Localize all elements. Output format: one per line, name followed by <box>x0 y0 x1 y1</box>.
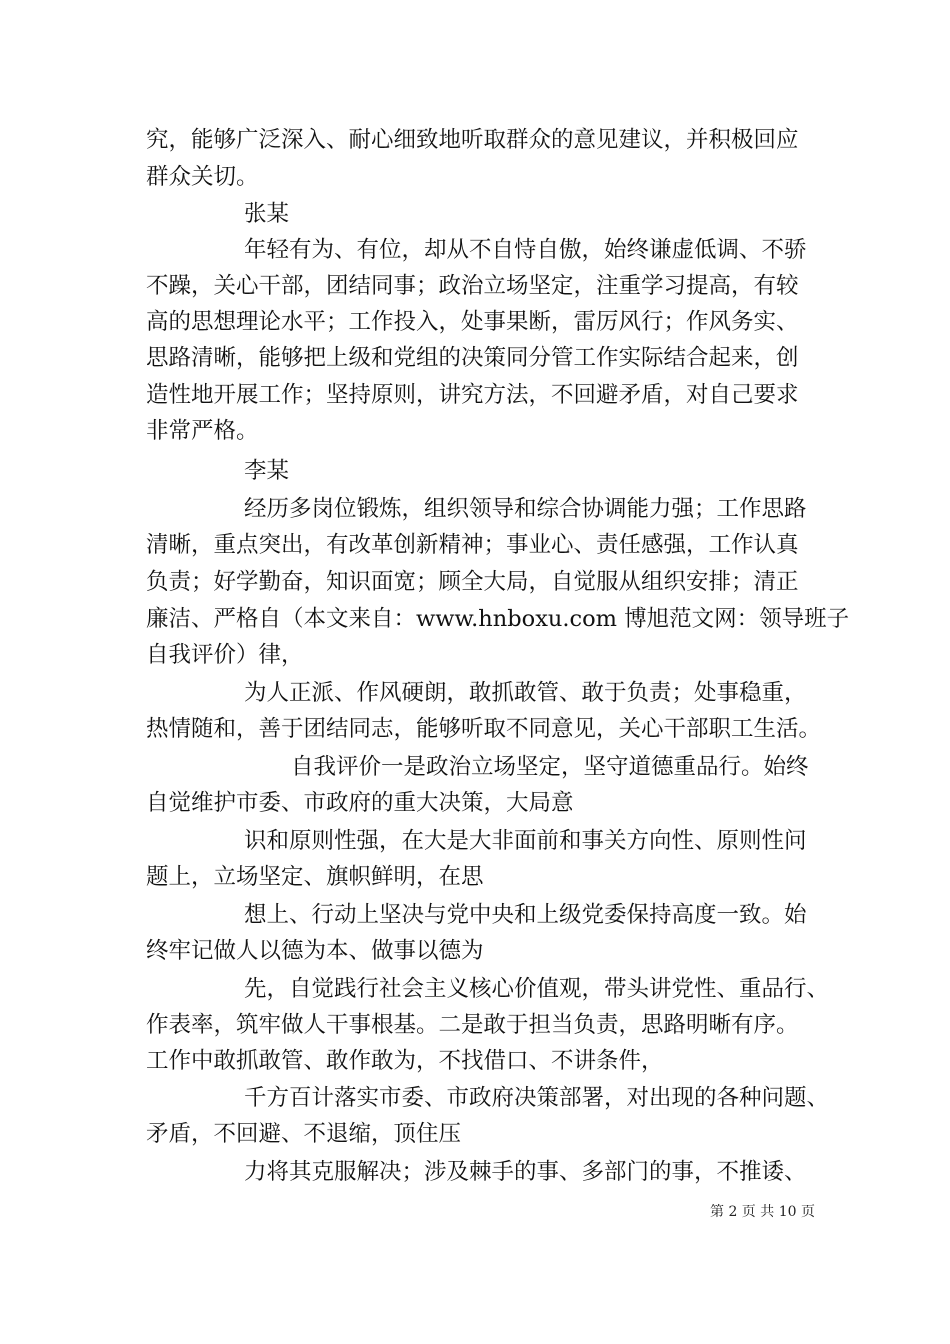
text-line-27: 千方百计落实市委、市政府决策部署，对出现的各种问题、 <box>244 1085 830 1111</box>
text-line-13: 负责；好学勤奋，知识面宽；顾全大局，自觉服从组织安排；清正 <box>146 569 799 595</box>
text-line-8: 造性地开展工作；坚持原则，讲究方法，不回避矛盾，对自己要求 <box>146 382 799 408</box>
text-line-22: 想上、行动上坚决与党中央和上级党委保持高度一致。始 <box>244 902 807 928</box>
text-line-17: 热情随和，善于团结同志，能够听取不同意见，关心干部职工生活。 <box>146 716 822 742</box>
text-line-4: 年轻有为、有位，却从不自恃自傲，始终谦虚低调、不骄 <box>244 237 807 263</box>
text-line-16: 为人正派、作风硬朗，敢抓敢管、敢于负责；处事稳重， <box>244 680 807 706</box>
text-line-24: 先，自觉践行社会主义核心价值观，带头讲党性、重品行、 <box>244 976 830 1002</box>
text-line-26: 工作中敢抓敢管、敢作敢为，不找借口、不讲条件， <box>146 1048 664 1074</box>
text-line-12: 清晰，重点突出，有改革创新精神；事业心、责任感强，工作认真 <box>146 532 799 558</box>
person-name-zhang: 张某 <box>244 201 290 227</box>
text-line-15: 自我评价）律， <box>146 642 304 668</box>
text-line-9: 非常严格。 <box>146 418 259 444</box>
text-line-21: 题上，立场坚定、旗帜鲜明，在思 <box>146 864 484 890</box>
text-line-25: 作表率，筑牢做人干事根基。二是敢于担当负责，思路明晰有序。 <box>146 1012 799 1038</box>
text-line-23: 终牢记做人以德为本、做事以德为 <box>146 938 484 964</box>
text-line-11: 经历多岗位锻炼，组织领导和综合协调能力强；工作思路 <box>244 496 807 522</box>
text-line-7: 思路清晰，能够把上级和党组的决策同分管工作实际结合起来，创 <box>146 345 799 371</box>
text-line-28: 矛盾，不回避、不退缩，顶住压 <box>146 1121 462 1147</box>
text-line-20: 识和原则性强，在大是大非面前和事关方向性、原则性问 <box>244 828 807 854</box>
text-line-5: 不躁，关心干部，团结同事；政治立场坚定，注重学习提高，有较 <box>146 273 799 299</box>
text-line-29: 力将其克服解决；涉及棘手的事、多部门的事，不推诿、 <box>244 1159 807 1185</box>
text-line-1: 究，能够广泛深入、耐心细致地听取群众的意见建议，并积极回应 <box>146 127 799 153</box>
page-number-footer: 第 2 页 共 10 页 <box>710 1204 815 1220</box>
person-name-li: 李某 <box>244 458 290 484</box>
self-evaluation-heading-line: 自我评价一是政治立场坚定，坚守道德重品行。始终 <box>291 754 809 780</box>
text-line-2: 群众关切。 <box>146 164 259 190</box>
text-line-14: 廉洁、严格自（本文来自：www.hnboxu.com 博旭范文网：领导班子 <box>146 606 850 632</box>
text-line-6: 高的思想理论水平；工作投入，处事果断，雷厉风行；作风务实、 <box>146 309 799 335</box>
text-line-19: 自觉维护市委、市政府的重大决策，大局意 <box>146 790 574 816</box>
